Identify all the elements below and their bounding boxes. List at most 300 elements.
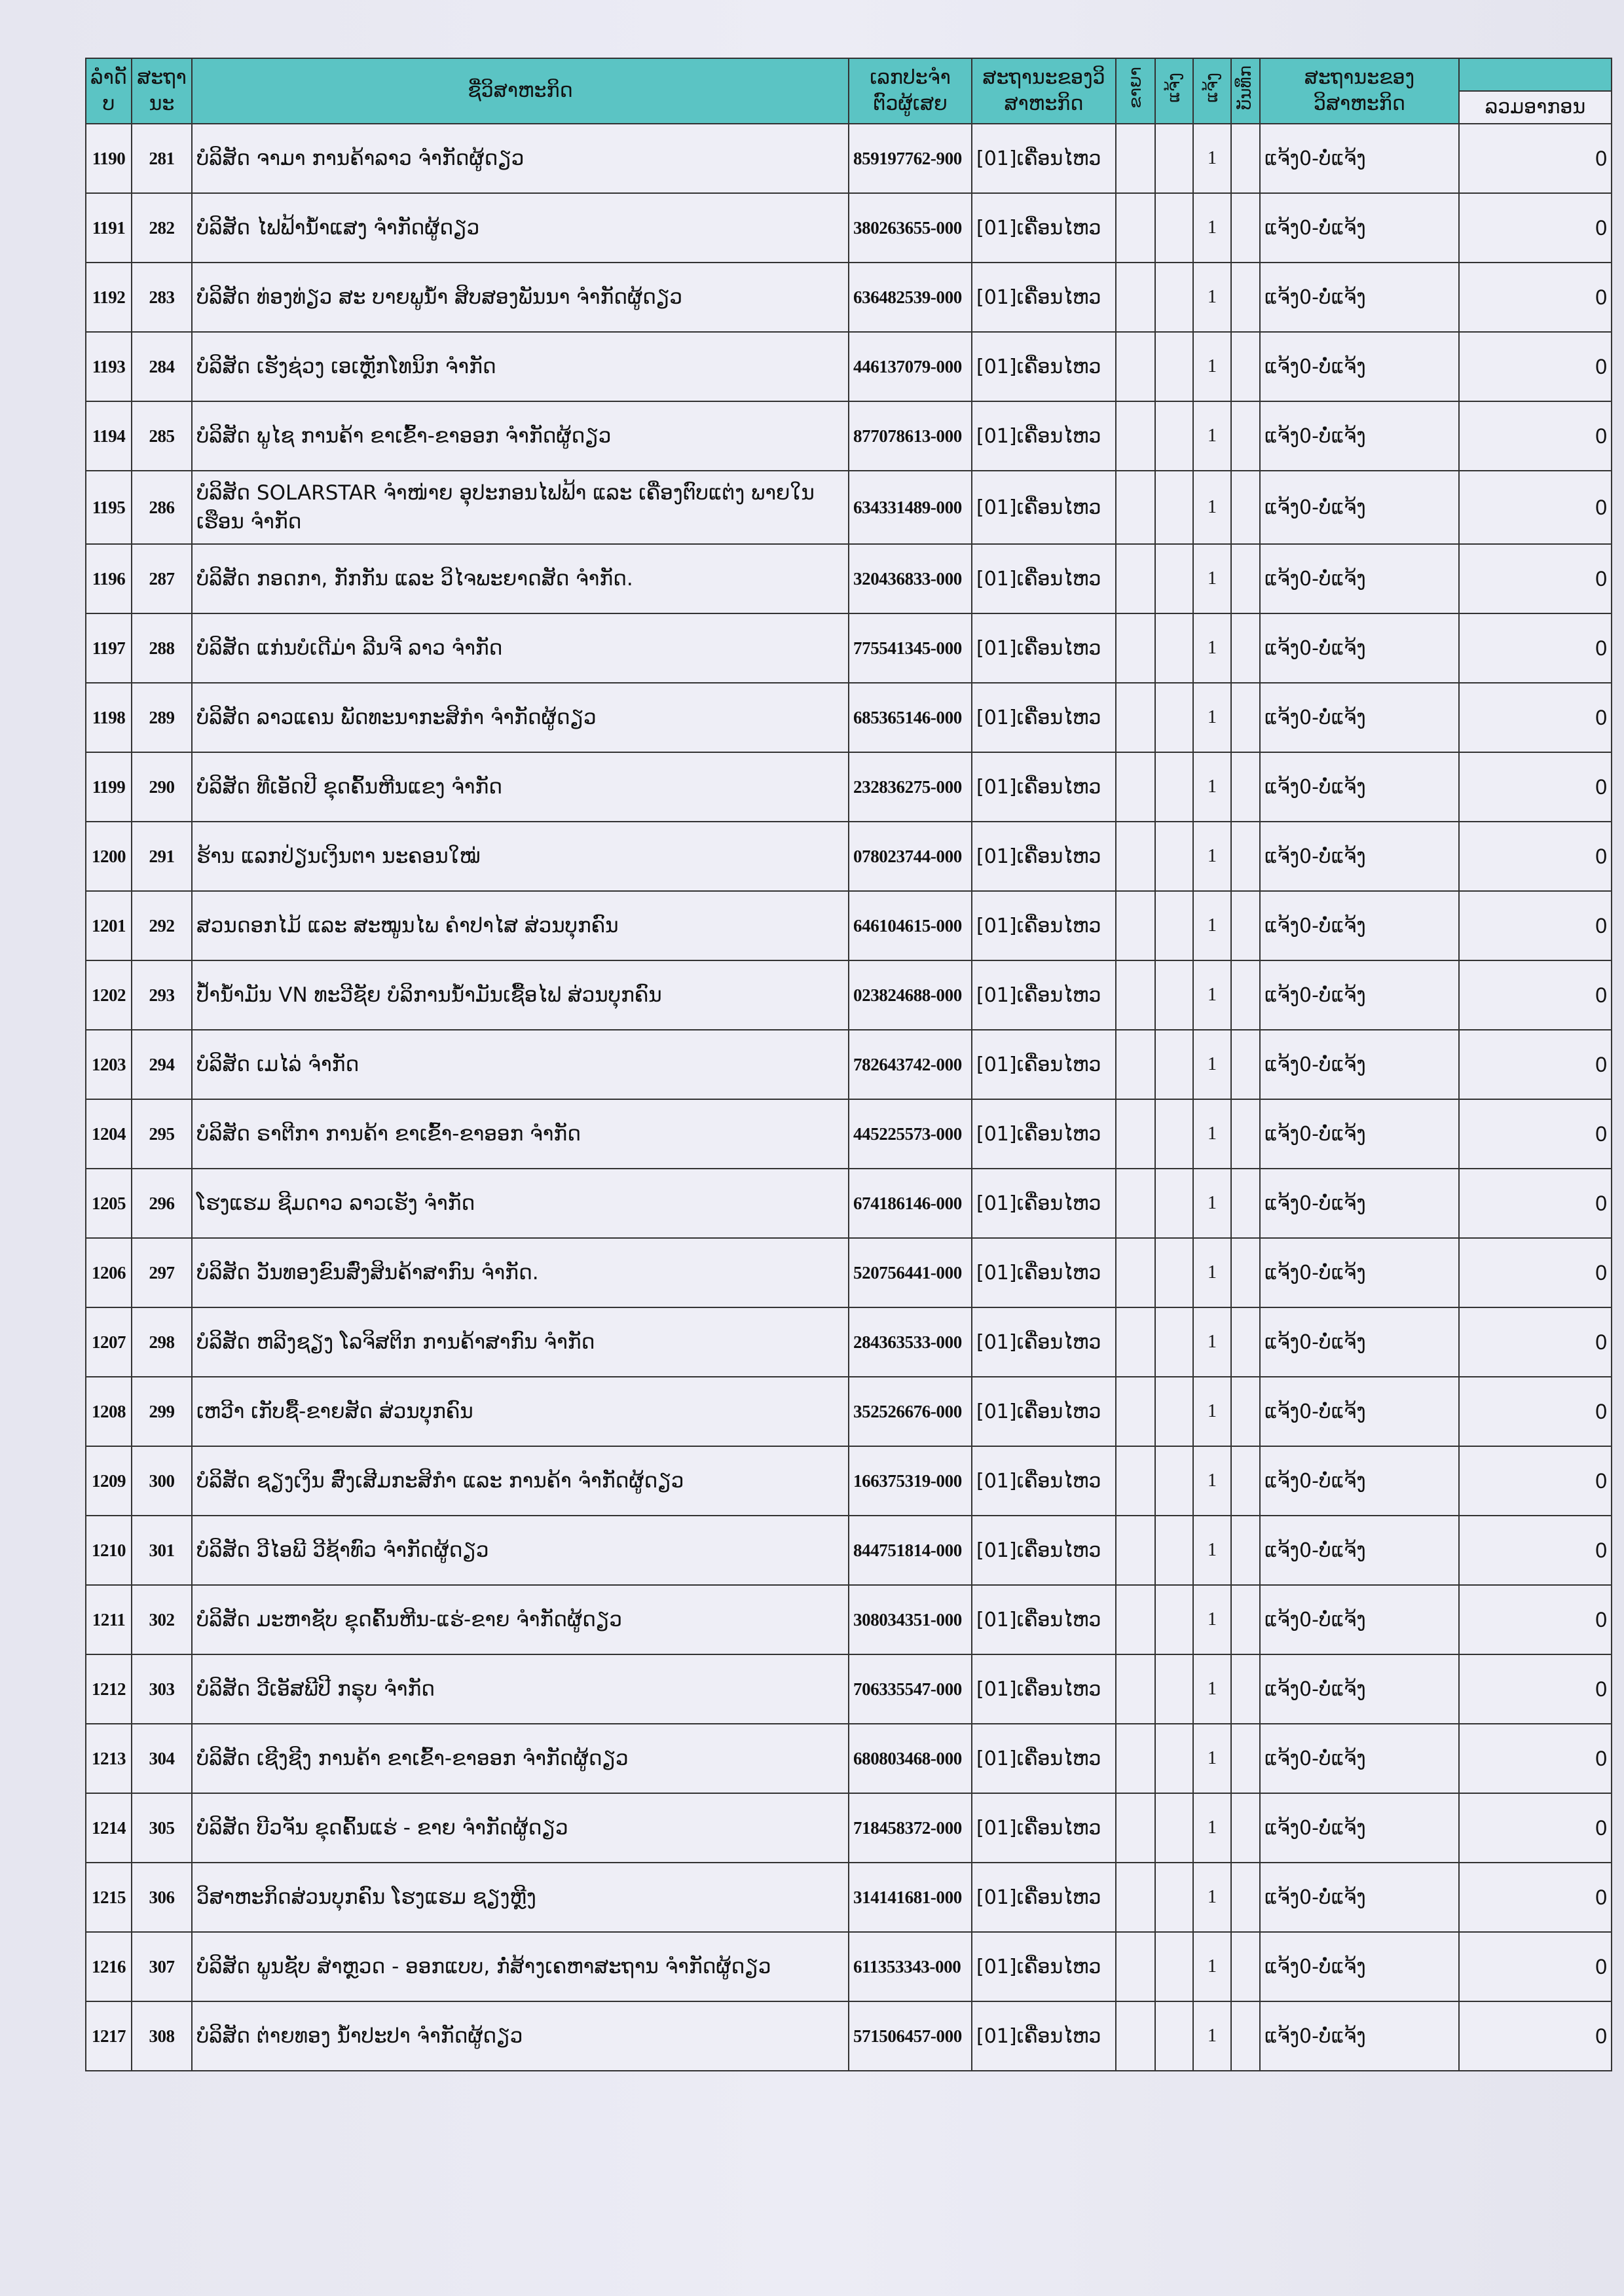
table-row: [86, 193, 1612, 263]
col-d-cell: [1231, 891, 1260, 960]
enterprise-status: [01]ເຄື່ອນໄຫວ: [972, 960, 1116, 1030]
header-tin: ເລກປະຈຳ ຕົວຜູ້ເສຍ: [849, 58, 972, 124]
declaration-status: ແຈ້ງ0-ບໍ່ແຈ້ງ: [1260, 1793, 1459, 1863]
col-c-cell: 1: [1193, 1724, 1231, 1793]
header-col-c: ແຈ້ງ: [1193, 58, 1231, 124]
col-a-cell: [1116, 471, 1155, 544]
header-total-blank: [1459, 58, 1612, 91]
total-tax: 0: [1459, 2001, 1612, 2071]
col-b-cell: [1155, 1238, 1193, 1307]
row-sequence: 289: [132, 683, 192, 752]
col-b-cell: [1155, 960, 1193, 1030]
col-d-cell: [1231, 960, 1260, 1030]
col-a-cell: [1116, 891, 1155, 960]
enterprise-name: ບໍລິສັດ ເຊີງຊີງ ການຄ້າ ຂາເຂົ້າ-ຂາອອກ ຈຳກັດຜູ້ດຽວ: [192, 1724, 849, 1793]
row-number: 1196: [86, 544, 132, 613]
col-d-cell: [1231, 2001, 1260, 2071]
row-number: 1216: [86, 1932, 132, 2001]
col-d-cell: [1231, 263, 1260, 332]
taxpayer-id: 611353343-000: [849, 1932, 972, 2001]
col-a-cell: [1116, 1793, 1155, 1863]
col-b-cell: [1155, 471, 1193, 544]
enterprise-status: [01]ເຄື່ອນໄຫວ: [972, 1793, 1116, 1863]
col-a-cell: [1116, 193, 1155, 263]
table-row: [86, 1932, 1612, 2001]
col-c-cell: 1: [1193, 263, 1231, 332]
col-a-cell: [1116, 1654, 1155, 1724]
col-d-cell: [1231, 752, 1260, 822]
taxpayer-id: 320436833-000: [849, 544, 972, 613]
declaration-status: ແຈ້ງ0-ບໍ່ແຈ້ງ: [1260, 1932, 1459, 2001]
col-c-cell: 1: [1193, 1169, 1231, 1238]
table-row: [86, 332, 1612, 401]
col-a-cell: [1116, 752, 1155, 822]
taxpayer-id: 232836275-000: [849, 752, 972, 822]
row-sequence: 285: [132, 401, 192, 471]
enterprise-name: ບໍລິສັດ ຫລີງຊຽງ ໂລຈິສຕິກ ການຄ້າສາກົນ ຈຳກັດ: [192, 1307, 849, 1377]
total-tax: 0: [1459, 1446, 1612, 1516]
col-b-cell: [1155, 1793, 1193, 1863]
taxpayer-id: 844751814-000: [849, 1516, 972, 1585]
table-row: [86, 683, 1612, 752]
col-c-cell: 1: [1193, 1377, 1231, 1446]
row-number: 1206: [86, 1238, 132, 1307]
declaration-status: ແຈ້ງ0-ບໍ່ແຈ້ງ: [1260, 1585, 1459, 1654]
col-d-cell: [1231, 124, 1260, 193]
col-d-cell: [1231, 1932, 1260, 2001]
taxpayer-id: 646104615-000: [849, 891, 972, 960]
row-number: 1198: [86, 683, 132, 752]
col-d-cell: [1231, 1446, 1260, 1516]
total-tax: 0: [1459, 1516, 1612, 1585]
table-row: [86, 1099, 1612, 1169]
row-number: 1195: [86, 471, 132, 544]
col-d-cell: [1231, 1377, 1260, 1446]
declaration-status: ແຈ້ງ0-ບໍ່ແຈ້ງ: [1260, 401, 1459, 471]
total-tax: 0: [1459, 891, 1612, 960]
declaration-status: ແຈ້ງ0-ບໍ່ແຈ້ງ: [1260, 1724, 1459, 1793]
col-a-cell: [1116, 1516, 1155, 1585]
taxpayer-id: 571506457-000: [849, 2001, 972, 2071]
col-c-cell: 1: [1193, 1307, 1231, 1377]
table-row: [86, 613, 1612, 683]
col-d-cell: [1231, 1654, 1260, 1724]
total-tax: 0: [1459, 1585, 1612, 1654]
enterprise-register-table: [85, 58, 1612, 2071]
col-d-cell: [1231, 193, 1260, 263]
col-a-cell: [1116, 263, 1155, 332]
col-c-cell: 1: [1193, 1654, 1231, 1724]
col-a-cell: [1116, 1030, 1155, 1099]
col-c-cell: 1: [1193, 1585, 1231, 1654]
table-row: [86, 822, 1612, 891]
total-tax: 0: [1459, 1307, 1612, 1377]
col-b-cell: [1155, 1585, 1193, 1654]
enterprise-name: ບໍລິສັດ ພູນຊັບ ສຳຫຼວດ - ອອກແບບ, ກໍ່ສ້າງເຄຫາສະຖານ ຈຳກັດຜູ້ດຽວ: [192, 1932, 849, 2001]
enterprise-status: [01]ເຄື່ອນໄຫວ: [972, 1724, 1116, 1793]
taxpayer-id: 859197762-900: [849, 124, 972, 193]
col-c-cell: 1: [1193, 752, 1231, 822]
enterprise-status: [01]ເຄື່ອນໄຫວ: [972, 1030, 1116, 1099]
enterprise-name: ບໍລິສັດ SOLARSTAR ຈຳໜ່າຍ ອຸປະກອນໄຟຟ້າ ແລະ ເຄື່ອງຕົບແຕ່ງ ພາຍໃນເຮືອນ ຈຳກັດ: [192, 471, 849, 544]
col-a-cell: [1116, 1446, 1155, 1516]
enterprise-status: [01]ເຄື່ອນໄຫວ: [972, 471, 1116, 544]
enterprise-name: ປໍ້ານ້ຳມັນ VN ທະວີຊັຍ ບໍລິການນ້ຳມັນເຊື້ອໄຟ ສ່ວນບຸກຄົນ: [192, 960, 849, 1030]
col-b-cell: [1155, 1446, 1193, 1516]
col-c-cell: 1: [1193, 332, 1231, 401]
total-tax: 0: [1459, 613, 1612, 683]
col-b-cell: [1155, 613, 1193, 683]
col-b-cell: [1155, 401, 1193, 471]
row-number: 1192: [86, 263, 132, 332]
enterprise-status: [01]ເຄື່ອນໄຫວ: [972, 1238, 1116, 1307]
taxpayer-id: 445225573-000: [849, 1099, 972, 1169]
row-number: 1193: [86, 332, 132, 401]
col-a-cell: [1116, 124, 1155, 193]
enterprise-name: ບໍລິສັດ ບີວຈັນ ຂຸດຄົ້ນແຮ່ - ຂາຍ ຈຳກັດຜູ້ດຽວ: [192, 1793, 849, 1863]
header-decl: ສະຖານະຂອງ ວິສາຫະກິດ: [1260, 58, 1459, 124]
total-tax: 0: [1459, 332, 1612, 401]
col-b-cell: [1155, 1030, 1193, 1099]
col-c-cell: 1: [1193, 1446, 1231, 1516]
col-b-cell: [1155, 1099, 1193, 1169]
row-number: 1200: [86, 822, 132, 891]
enterprise-status: [01]ເຄື່ອນໄຫວ: [972, 1169, 1116, 1238]
col-b-cell: [1155, 822, 1193, 891]
header-status: ສະຖານະຂອງວິ ສາຫະກິດ: [972, 58, 1116, 124]
col-a-cell: [1116, 822, 1155, 891]
col-a-cell: [1116, 1099, 1155, 1169]
row-sequence: 308: [132, 2001, 192, 2071]
header-col-b: ແຈ້ງ: [1155, 58, 1193, 124]
col-b-cell: [1155, 1863, 1193, 1932]
enterprise-status: [01]ເຄື່ອນໄຫວ: [972, 1863, 1116, 1932]
table-row: [86, 1030, 1612, 1099]
row-sequence: 302: [132, 1585, 192, 1654]
col-d-cell: [1231, 822, 1260, 891]
col-d-cell: [1231, 613, 1260, 683]
col-b-cell: [1155, 193, 1193, 263]
col-c-cell: 1: [1193, 683, 1231, 752]
enterprise-status: [01]ເຄື່ອນໄຫວ: [972, 1307, 1116, 1377]
taxpayer-id: 685365146-000: [849, 683, 972, 752]
enterprise-status: [01]ເຄື່ອນໄຫວ: [972, 613, 1116, 683]
total-tax: 0: [1459, 124, 1612, 193]
total-tax: 0: [1459, 960, 1612, 1030]
col-a-cell: [1116, 1724, 1155, 1793]
row-sequence: 286: [132, 471, 192, 544]
col-c-cell: 1: [1193, 822, 1231, 891]
row-sequence: 307: [132, 1932, 192, 2001]
table-row: [86, 1793, 1612, 1863]
col-c-cell: 1: [1193, 960, 1231, 1030]
taxpayer-id: 680803468-000: [849, 1724, 972, 1793]
col-b-cell: [1155, 891, 1193, 960]
col-d-cell: [1231, 1724, 1260, 1793]
taxpayer-id: 284363533-000: [849, 1307, 972, 1377]
enterprise-name: ບໍລິສັດ ເຮັງຊ່ວງ ເອເຫຼັກໂທນິກ ຈຳກັດ: [192, 332, 849, 401]
row-sequence: 303: [132, 1654, 192, 1724]
enterprise-name: ບໍລິສັດ ແກ່ນບໍເດີມ່າ ລີນຈີ ລາວ ຈຳກັດ: [192, 613, 849, 683]
total-tax: 0: [1459, 1099, 1612, 1169]
enterprise-status: [01]ເຄື່ອນໄຫວ: [972, 822, 1116, 891]
enterprise-status: [01]ເຄື່ອນໄຫວ: [972, 1585, 1116, 1654]
col-c-cell: 1: [1193, 891, 1231, 960]
declaration-status: ແຈ້ງ0-ບໍ່ແຈ້ງ: [1260, 1030, 1459, 1099]
col-c-cell: 1: [1193, 401, 1231, 471]
enterprise-name: ບໍລິສັດ ທີເອັດປີ ຂຸດຄົ້ນຫີນແຂງ ຈຳກັດ: [192, 752, 849, 822]
col-c-cell: 1: [1193, 124, 1231, 193]
col-c-cell: 1: [1193, 1238, 1231, 1307]
col-a-cell: [1116, 332, 1155, 401]
declaration-status: ແຈ້ງ0-ບໍ່ແຈ້ງ: [1260, 891, 1459, 960]
row-number: 1197: [86, 613, 132, 683]
enterprise-status: [01]ເຄື່ອນໄຫວ: [972, 2001, 1116, 2071]
col-a-cell: [1116, 1307, 1155, 1377]
declaration-status: ແຈ້ງ0-ບໍ່ແຈ້ງ: [1260, 1377, 1459, 1446]
col-b-cell: [1155, 1169, 1193, 1238]
col-d-cell: [1231, 683, 1260, 752]
col-c-cell: 1: [1193, 1516, 1231, 1585]
col-b-cell: [1155, 752, 1193, 822]
declaration-status: ແຈ້ງ0-ບໍ່ແຈ້ງ: [1260, 1238, 1459, 1307]
col-c-cell: 1: [1193, 1793, 1231, 1863]
col-a-cell: [1116, 2001, 1155, 2071]
enterprise-name: ວິສາຫະກິດສ່ວນບຸກຄົນ ໂຮງແຮມ ຊຽງຫຼີງ: [192, 1863, 849, 1932]
col-c-cell: 1: [1193, 471, 1231, 544]
enterprise-status: [01]ເຄື່ອນໄຫວ: [972, 683, 1116, 752]
total-tax: 0: [1459, 1654, 1612, 1724]
col-b-cell: [1155, 1724, 1193, 1793]
col-a-cell: [1116, 401, 1155, 471]
col-a-cell: [1116, 1863, 1155, 1932]
total-tax: 0: [1459, 263, 1612, 332]
row-sequence: 288: [132, 613, 192, 683]
col-a-cell: [1116, 1932, 1155, 2001]
enterprise-status: [01]ເຄື່ອນໄຫວ: [972, 1377, 1116, 1446]
table-row: [86, 544, 1612, 613]
declaration-status: ແຈ້ງ0-ບໍ່ແຈ້ງ: [1260, 1516, 1459, 1585]
row-sequence: 281: [132, 124, 192, 193]
taxpayer-id: 718458372-000: [849, 1793, 972, 1863]
table-row: [86, 1169, 1612, 1238]
row-sequence: 295: [132, 1099, 192, 1169]
header-no: ລຳດັ ບ: [86, 58, 132, 124]
taxpayer-id: 380263655-000: [849, 193, 972, 263]
row-number: 1203: [86, 1030, 132, 1099]
row-number: 1202: [86, 960, 132, 1030]
col-c-cell: 1: [1193, 1932, 1231, 2001]
col-b-cell: [1155, 263, 1193, 332]
row-sequence: 296: [132, 1169, 192, 1238]
col-a-cell: [1116, 544, 1155, 613]
col-b-cell: [1155, 1654, 1193, 1724]
col-b-cell: [1155, 1377, 1193, 1446]
col-d-cell: [1231, 332, 1260, 401]
header-seq: ສະຖາ ນະ: [132, 58, 192, 124]
enterprise-name: ບໍລິສັດ ວີໄອພີ ວີຊ້າທົວ ຈຳກັດຜູ້ດຽວ: [192, 1516, 849, 1585]
row-number: 1205: [86, 1169, 132, 1238]
row-sequence: 287: [132, 544, 192, 613]
row-sequence: 283: [132, 263, 192, 332]
col-d-cell: [1231, 401, 1260, 471]
enterprise-name: ບໍລິສັດ ຈາມາ ການຄ້າລາວ ຈຳກັດຜູ້ດຽວ: [192, 124, 849, 193]
taxpayer-id: 634331489-000: [849, 471, 972, 544]
table-row: [86, 1238, 1612, 1307]
row-sequence: 298: [132, 1307, 192, 1377]
enterprise-name: ບໍລິສັດ ໄຟຟ້ານ້ຳແສງ ຈຳກັດຜູ້ດຽວ: [192, 193, 849, 263]
col-c-cell: 1: [1193, 193, 1231, 263]
total-tax: 0: [1459, 822, 1612, 891]
col-c-cell: 1: [1193, 1099, 1231, 1169]
col-b-cell: [1155, 124, 1193, 193]
total-tax: 0: [1459, 401, 1612, 471]
header-col-a: ຂາຍາ: [1116, 58, 1155, 124]
declaration-status: ແຈ້ງ0-ບໍ່ແຈ້ງ: [1260, 2001, 1459, 2071]
declaration-status: ແຈ້ງ0-ບໍ່ແຈ້ງ: [1260, 822, 1459, 891]
table-row: [86, 1585, 1612, 1654]
total-tax: 0: [1459, 544, 1612, 613]
enterprise-status: [01]ເຄື່ອນໄຫວ: [972, 544, 1116, 613]
taxpayer-id: 352526676-000: [849, 1377, 972, 1446]
taxpayer-id: 023824688-000: [849, 960, 972, 1030]
col-a-cell: [1116, 683, 1155, 752]
col-c-cell: 1: [1193, 613, 1231, 683]
enterprise-name: ບໍລິສັດ ວັນທອງຂົນສົ່ງສິນຄ້າສາກົນ ຈຳກັດ.: [192, 1238, 849, 1307]
enterprise-status: [01]ເຄື່ອນໄຫວ: [972, 1516, 1116, 1585]
table-row: [86, 1724, 1612, 1793]
row-number: 1215: [86, 1863, 132, 1932]
enterprise-name: ສວນດອກໄມ້ ແລະ ສະໝູນໄພ ຄຳປາໄສ ສ່ວນບຸກຄົນ: [192, 891, 849, 960]
enterprise-name: ບໍລິສັດ ເມໄລ່ ຈຳກັດ: [192, 1030, 849, 1099]
declaration-status: ແຈ້ງ0-ບໍ່ແຈ້ງ: [1260, 1446, 1459, 1516]
taxpayer-id: 877078613-000: [849, 401, 972, 471]
declaration-status: ແຈ້ງ0-ບໍ່ແຈ້ງ: [1260, 1654, 1459, 1724]
table-row: [86, 124, 1612, 193]
total-tax: 0: [1459, 1863, 1612, 1932]
col-b-cell: [1155, 1307, 1193, 1377]
declaration-status: ແຈ້ງ0-ບໍ່ແຈ້ງ: [1260, 960, 1459, 1030]
row-number: 1213: [86, 1724, 132, 1793]
enterprise-status: [01]ເຄື່ອນໄຫວ: [972, 1654, 1116, 1724]
declaration-status: ແຈ້ງ0-ບໍ່ແຈ້ງ: [1260, 613, 1459, 683]
taxpayer-id: 166375319-000: [849, 1446, 972, 1516]
col-a-cell: [1116, 1585, 1155, 1654]
row-number: 1207: [86, 1307, 132, 1377]
col-a-cell: [1116, 1377, 1155, 1446]
row-number: 1190: [86, 124, 132, 193]
declaration-status: ແຈ້ງ0-ບໍ່ແຈ້ງ: [1260, 124, 1459, 193]
enterprise-status: [01]ເຄື່ອນໄຫວ: [972, 1446, 1116, 1516]
row-number: 1201: [86, 891, 132, 960]
row-sequence: 294: [132, 1030, 192, 1099]
enterprise-status: [01]ເຄື່ອນໄຫວ: [972, 752, 1116, 822]
table-row: [86, 1307, 1612, 1377]
col-a-cell: [1116, 960, 1155, 1030]
row-number: 1204: [86, 1099, 132, 1169]
row-number: 1209: [86, 1446, 132, 1516]
declaration-status: ແຈ້ງ0-ບໍ່ແຈ້ງ: [1260, 1099, 1459, 1169]
col-a-cell: [1116, 1169, 1155, 1238]
table-row: [86, 401, 1612, 471]
enterprise-name: ບໍລິສັດ ຣາຕີກາ ການຄ້າ ຂາເຂົ້າ-ຂາອອກ ຈຳກັດ: [192, 1099, 849, 1169]
enterprise-status: [01]ເຄື່ອນໄຫວ: [972, 263, 1116, 332]
taxpayer-id: 314141681-000: [849, 1863, 972, 1932]
row-sequence: 290: [132, 752, 192, 822]
col-b-cell: [1155, 683, 1193, 752]
total-tax: 0: [1459, 683, 1612, 752]
col-d-cell: [1231, 544, 1260, 613]
table-row: [86, 2001, 1612, 2071]
col-d-cell: [1231, 1585, 1260, 1654]
table-row: [86, 1377, 1612, 1446]
enterprise-name: ເຫວີາ ເກັບຊື້-ຂາຍສັດ ສ່ວນບຸກຄົນ: [192, 1377, 849, 1446]
total-tax: 0: [1459, 193, 1612, 263]
total-tax: 0: [1459, 1377, 1612, 1446]
enterprise-name: ບໍລິສັດ ທ່ອງທ່ຽວ ສະ ບາຍພູນ້ຳ ສິບສອງພັນນາ ຈຳກັດຜູ້ດຽວ: [192, 263, 849, 332]
table-header: [86, 58, 1612, 124]
taxpayer-id: 078023744-000: [849, 822, 972, 891]
taxpayer-id: 706335547-000: [849, 1654, 972, 1724]
enterprise-status: [01]ເຄື່ອນໄຫວ: [972, 332, 1116, 401]
total-tax: 0: [1459, 1030, 1612, 1099]
enterprise-name: ບໍລິສັດ ຊຽງເງິນ ສົ່ງເສີມກະສິກຳ ແລະ ການຄ້າ ຈຳກັດຜູ້ດຽວ: [192, 1446, 849, 1516]
col-d-cell: [1231, 1238, 1260, 1307]
row-sequence: 297: [132, 1238, 192, 1307]
col-d-cell: [1231, 1516, 1260, 1585]
table-row: [86, 263, 1612, 332]
col-c-cell: 1: [1193, 1030, 1231, 1099]
table-row: [86, 960, 1612, 1030]
enterprise-status: [01]ເຄື່ອນໄຫວ: [972, 124, 1116, 193]
total-tax: 0: [1459, 1793, 1612, 1863]
taxpayer-id: 520756441-000: [849, 1238, 972, 1307]
table-body: [86, 124, 1612, 2071]
taxpayer-id: 446137079-000: [849, 332, 972, 401]
enterprise-status: [01]ເຄື່ອນໄຫວ: [972, 1099, 1116, 1169]
taxpayer-id: 775541345-000: [849, 613, 972, 683]
declaration-status: ແຈ້ງ0-ບໍ່ແຈ້ງ: [1260, 683, 1459, 752]
col-b-cell: [1155, 1932, 1193, 2001]
table-row: [86, 752, 1612, 822]
total-tax: 0: [1459, 1724, 1612, 1793]
total-tax: 0: [1459, 1169, 1612, 1238]
taxpayer-id: 782643742-000: [849, 1030, 972, 1099]
taxpayer-id: 308034351-000: [849, 1585, 972, 1654]
row-sequence: 282: [132, 193, 192, 263]
table-row: [86, 891, 1612, 960]
table-row: [86, 1446, 1612, 1516]
enterprise-status: [01]ເຄື່ອນໄຫວ: [972, 891, 1116, 960]
taxpayer-id: 636482539-000: [849, 263, 972, 332]
taxpayer-id: 674186146-000: [849, 1169, 972, 1238]
row-sequence: 304: [132, 1724, 192, 1793]
col-b-cell: [1155, 544, 1193, 613]
col-b-cell: [1155, 2001, 1193, 2071]
row-sequence: 306: [132, 1863, 192, 1932]
col-c-cell: 1: [1193, 544, 1231, 613]
col-c-cell: 1: [1193, 1863, 1231, 1932]
row-sequence: 284: [132, 332, 192, 401]
enterprise-name: ບໍລິສັດ ມະຫາຊັບ ຂຸດຄົ້ນຫີນ-ແຮ່-ຂາຍ ຈຳກັດຜູ້ດຽວ: [192, 1585, 849, 1654]
row-sequence: 299: [132, 1377, 192, 1446]
col-a-cell: [1116, 1238, 1155, 1307]
declaration-status: ແຈ້ງ0-ບໍ່ແຈ້ງ: [1260, 544, 1459, 613]
enterprise-name: ບໍລິສັດ ກອດກາ, ກັກກັນ ແລະ ວິໄຈພະຍາດສັດ ຈຳກັດ.: [192, 544, 849, 613]
row-number: 1194: [86, 401, 132, 471]
total-tax: 0: [1459, 471, 1612, 544]
declaration-status: ແຈ້ງ0-ບໍ່ແຈ້ງ: [1260, 193, 1459, 263]
